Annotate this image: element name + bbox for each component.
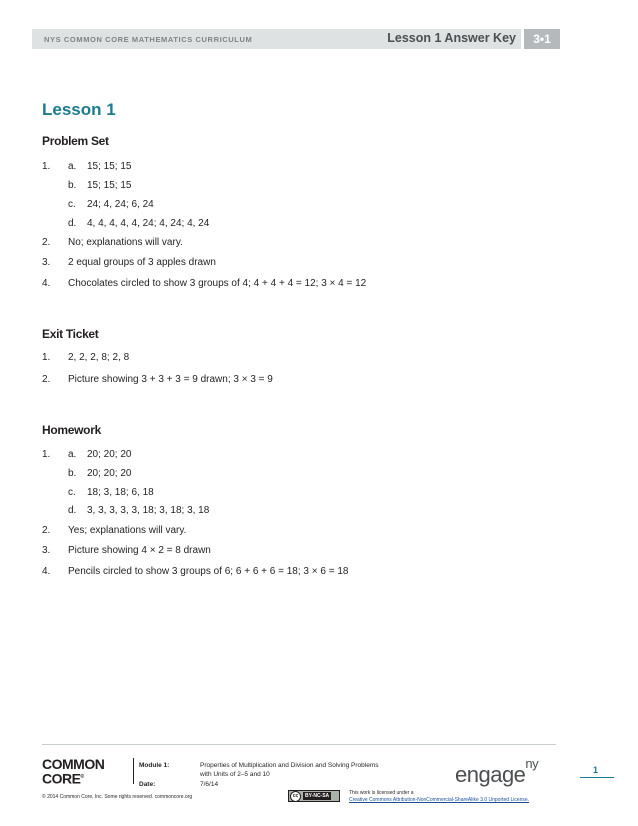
sub-letter: a.: [68, 449, 77, 460]
sub-letter: d.: [68, 505, 77, 516]
cc-license-label: BY-NC-SA: [305, 793, 330, 799]
creative-commons-badge: [288, 790, 340, 802]
cc-icon: cc: [290, 791, 301, 802]
footer-vertical-divider: [133, 758, 134, 784]
page-number: 1: [593, 765, 599, 775]
license-link[interactable]: Creative Commons Attribution-NonCommercial-ShareAlike 3.0 Unported License.: [349, 797, 530, 803]
module-label: Module 1:: [139, 762, 170, 769]
problem-number: 2.: [42, 237, 51, 248]
copyright-text: © 2014 Common Core, Inc. Some rights reserved. commoncore.org: [42, 794, 193, 800]
answer-text: 18; 3, 18; 6, 18: [87, 487, 154, 498]
answer-text: 24; 4, 24; 6, 24: [87, 199, 154, 210]
date-label: Date:: [139, 781, 156, 788]
module-badge: 3•1: [524, 29, 560, 49]
module-value-line2: with Units of 2–5 and 10: [200, 771, 270, 778]
problem-number: 3.: [42, 545, 51, 556]
page-number-underline: [580, 777, 614, 778]
sub-letter: b.: [68, 468, 77, 479]
problem-number: 1.: [42, 449, 51, 460]
answer-text: 3, 3, 3, 3, 3, 18; 3, 18; 3, 18: [87, 505, 210, 516]
sub-letter: c.: [68, 487, 76, 498]
page-title: Lesson 1: [42, 100, 116, 119]
page-header: [32, 29, 560, 49]
problem-number: 2.: [42, 525, 51, 536]
answer-text: 4, 4, 4, 4, 4, 24; 4, 24; 4, 24: [87, 218, 210, 229]
answer-text: 15; 15; 15: [87, 161, 132, 172]
problem-number: 1.: [42, 161, 51, 172]
lesson-answer-key-label: Lesson 1 Answer Key: [387, 31, 516, 45]
engageny-logo: engage$^{ny}$: [455, 756, 539, 787]
problem-number: 3.: [42, 257, 51, 268]
problem-number: 4.: [42, 278, 51, 289]
footer-divider: [42, 744, 556, 745]
problem-number: 2.: [42, 374, 51, 385]
exit-ticket-heading: Exit Ticket: [42, 327, 99, 341]
curriculum-label: NYS COMMON CORE MATHEMATICS CURRICULUM: [44, 35, 253, 44]
answer-text: Picture showing 4 × 2 = 8 drawn: [68, 545, 211, 556]
answer-text: Pencils circled to show 3 groups of 6; 6 + 6 + 6 = 18; 3 × 6 = 18: [68, 566, 349, 577]
problem-number: 1.: [42, 352, 51, 363]
license-notice: This work is licensed under a: [349, 790, 414, 796]
answer-text: Picture showing 3 + 3 + 3 = 9 drawn; 3 × 3 = 9: [68, 374, 273, 385]
logo-line1: COMMON: [42, 756, 105, 772]
answer-text: 15; 15; 15: [87, 180, 132, 191]
answer-text: 20; 20; 20: [87, 449, 132, 460]
answer-text: Yes; explanations will vary.: [68, 525, 187, 536]
logo-line2: CORE®: [42, 770, 84, 787]
sub-letter: d.: [68, 218, 77, 229]
sub-letter: b.: [68, 180, 77, 191]
common-core-logo: [42, 758, 104, 786]
homework-heading: Homework: [42, 423, 101, 437]
sub-letter: c.: [68, 199, 76, 210]
problem-set-heading: Problem Set: [42, 134, 109, 148]
answer-text: 2 equal groups of 3 apples drawn: [68, 257, 216, 268]
module-value-line1: Properties of Multiplication and Division and Solving Problems: [200, 762, 379, 769]
answer-text: No; explanations will vary.: [68, 237, 183, 248]
answer-text: 2, 2, 2, 8; 2, 8: [68, 352, 130, 363]
answer-text: 20; 20; 20: [87, 468, 132, 479]
sub-letter: a.: [68, 161, 77, 172]
date-value: 7/6/14: [200, 781, 219, 788]
answer-text: Chocolates circled to show 3 groups of 4; 4 + 4 + 4 = 12; 3 × 4 = 12: [68, 278, 367, 289]
problem-number: 4.: [42, 566, 51, 577]
